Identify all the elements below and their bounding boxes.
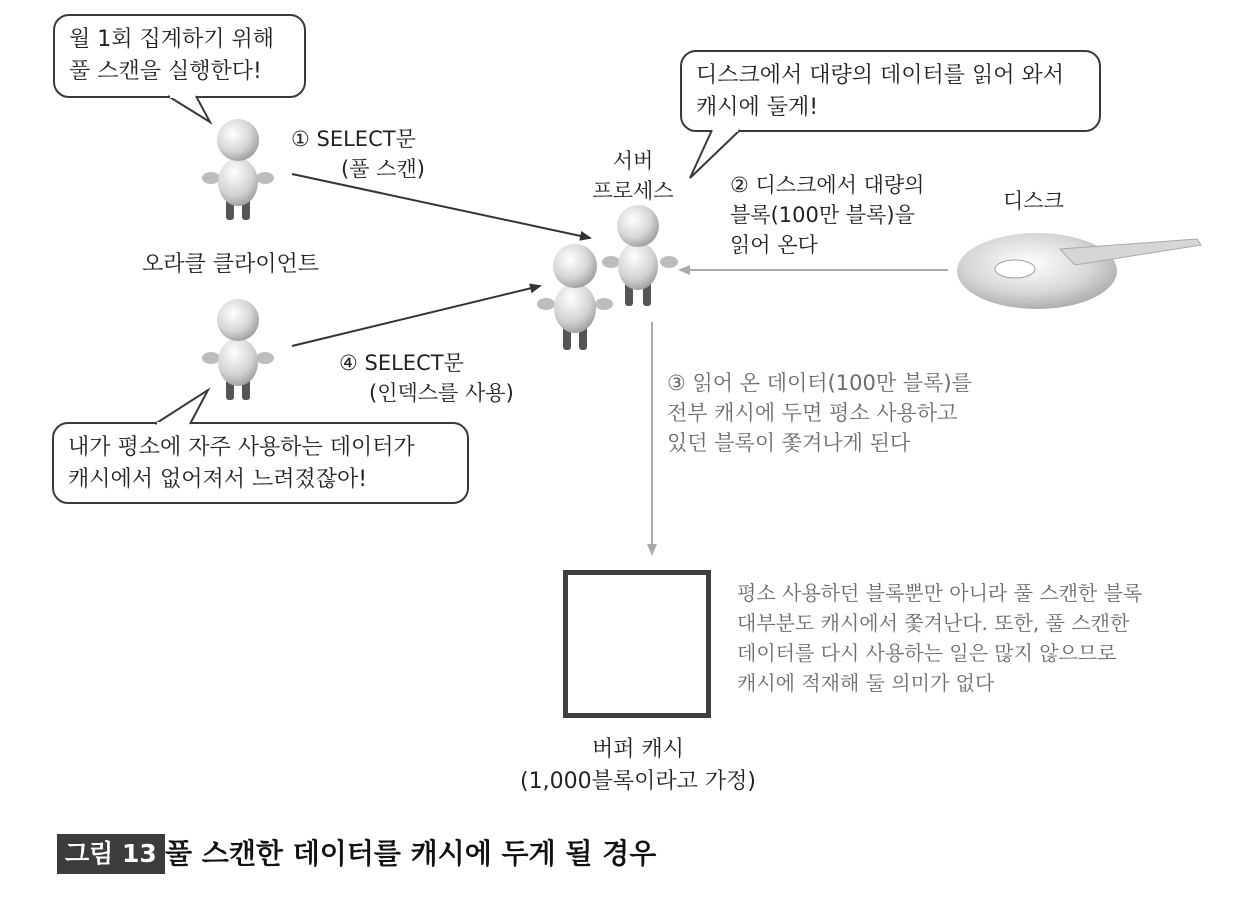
cache-note: 평소 사용하던 블록뿐만 아니라 풀 스캔한 블록 대부분도 캐시에서 쫓겨난다. 또한, 풀 스캔한 데이터를 다시 사용하는 일은 많지 않으므로 캐시에 적재해 둘 의미가 없다 (737, 581, 1143, 695)
slow-bubble-line-2: 캐시에서 없어져서 느려졌잖아! (68, 467, 368, 492)
disk-label: 디스크 (1003, 189, 1064, 213)
server-bubble-line-1: 디스크에서 대량의 데이터를 읽어 와서 (696, 63, 1065, 88)
oracle-client-label: 오라클 클라이언트 (142, 252, 320, 277)
buffer-cache-label: 버퍼 캐시 (1,000블록이라고 가정) (520, 737, 756, 794)
select-index-arrow (292, 286, 540, 346)
server-process-label: 서버 프로세스 (592, 149, 674, 203)
figure-number-badge: 그림 13 (57, 834, 165, 874)
full-scan-bubble-line-1: 월 1회 집계하기 위해 (69, 27, 274, 52)
full-scan-bubble-line-2: 풀 스캔을 실행한다! (69, 59, 262, 84)
server-bubble-line-2: 캐시에 둘게! (696, 95, 819, 120)
step1-label: ① SELECT문 (풀 스캔) (291, 127, 425, 181)
step4-label: ④ SELECT문 (인덱스를 사용) (339, 351, 514, 405)
slow-bubble-line-1: 내가 평소에 자주 사용하는 데이터가 (68, 435, 415, 460)
step2-label: ② 디스크에서 대량의 블록(100만 블록)을 읽어 온다 (730, 173, 925, 257)
step3-label: ③ 읽어 온 데이터(100만 블록)를 전부 캐시에 두면 평소 사용하고 있던 블록이 쫓겨나게 된다 (667, 371, 972, 455)
buffer-cache-box (563, 570, 711, 718)
figure-caption: 풀 스캔한 데이터를 캐시에 두게 될 경우 (165, 837, 657, 870)
